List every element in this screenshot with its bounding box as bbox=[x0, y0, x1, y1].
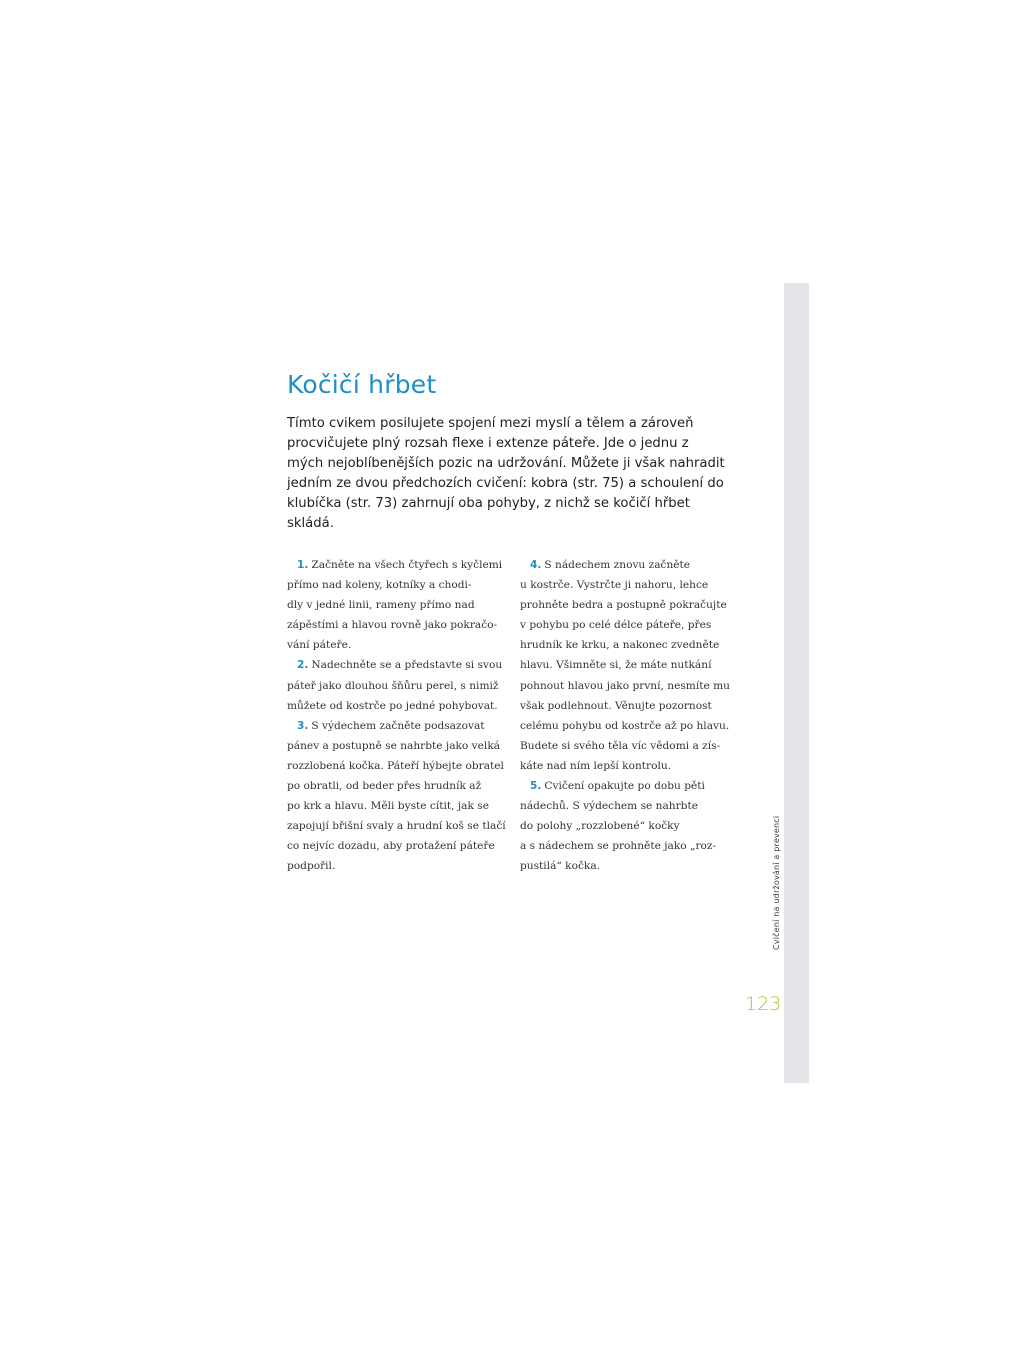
step-number: 4. bbox=[530, 559, 542, 571]
step-text: můžete od kostrče po jedné pohybovat. bbox=[287, 699, 498, 712]
step-line bbox=[520, 796, 745, 816]
page-title: Kočičí hřbet bbox=[287, 370, 437, 399]
step-text: pustilá“ kočka. bbox=[520, 860, 601, 873]
step-line bbox=[287, 676, 512, 696]
step-text: zápěstími a hlavou rovně jako pokračo- bbox=[287, 619, 498, 632]
step-line bbox=[287, 635, 512, 655]
step-line bbox=[287, 736, 512, 756]
step-text: po krk a hlavu. Měli byste cítit, jak se bbox=[287, 800, 489, 813]
intro-paragraph: Tímto cvikem posilujete spojení mezi myslí a tělem a zároveň procvičujete plný rozsah flexe i extenze páteře. Jde o jednu z mých nejoblíbenějších pozic na udržování. Můžete ji však nahradit jedním ze dvou předchozích cvičení: kobra (str. 75) a schoulení do klubíčka (str. 73) zahrnují oba pohyby, z nichž se kočičí hřbet skládá. bbox=[287, 416, 725, 531]
step-text: páteř jako dlouhou šňůru perel, s nimiž bbox=[287, 679, 499, 692]
step-line bbox=[520, 736, 745, 756]
step-line bbox=[287, 776, 512, 796]
step-text: po obratli, od beder přes hrudník až bbox=[287, 780, 482, 793]
step-line bbox=[520, 575, 745, 595]
step-number: 1. bbox=[297, 559, 309, 571]
step-line bbox=[520, 696, 745, 716]
step-line bbox=[520, 816, 745, 836]
step-line bbox=[287, 655, 512, 675]
step-line bbox=[520, 756, 745, 776]
step-line bbox=[287, 716, 512, 736]
step-line bbox=[520, 595, 745, 615]
step-text: Nadechněte se a představte si svou bbox=[311, 659, 503, 672]
step-number: 3. bbox=[297, 719, 309, 732]
step-text: pohnout hlavou jako první, nesmíte mu bbox=[520, 679, 730, 692]
step-line bbox=[287, 575, 512, 595]
step-text: u kostrče. Vystrčte ji nahoru, lehce bbox=[520, 579, 709, 592]
step-text: zapojují břišní svaly a hrudní koš se tlačí bbox=[287, 820, 506, 833]
step-1 bbox=[287, 555, 512, 655]
step-line bbox=[520, 676, 745, 696]
step-line bbox=[520, 635, 745, 655]
step-line bbox=[520, 716, 745, 736]
step-line bbox=[520, 555, 745, 575]
step-text: S nádechem znovu začněte bbox=[544, 559, 691, 571]
step-line bbox=[287, 595, 512, 615]
step-text: pánev a postupně se nahrbte jako velká bbox=[287, 739, 501, 752]
step-text: celému pohybu od kostrče až po hlavu. bbox=[520, 719, 730, 732]
steps-column-right bbox=[520, 555, 745, 877]
step-text: vání páteře. bbox=[287, 639, 352, 652]
step-text: přímo nad koleny, kotníky a chodi- bbox=[287, 579, 472, 592]
step-line bbox=[287, 856, 512, 876]
step-text: S výdechem začněte podsazovat bbox=[311, 719, 485, 732]
step-2 bbox=[287, 655, 512, 715]
step-text: Začněte na všech čtyřech s kyčlemi bbox=[311, 559, 503, 571]
step-line bbox=[287, 615, 512, 635]
step-number: 2. bbox=[297, 659, 309, 672]
step-text: rozzlobená kočka. Páteří hýbejte obratel bbox=[287, 759, 504, 772]
step-text: a s nádechem se prohněte jako „roz- bbox=[520, 840, 717, 853]
step-line bbox=[520, 615, 745, 635]
section-label: Cvičení na udržování a prevenci bbox=[772, 815, 781, 950]
step-text: Cvičení opakujte po dobu pěti bbox=[544, 780, 705, 793]
step-4 bbox=[520, 555, 745, 776]
step-line bbox=[287, 836, 512, 856]
step-text: podpořil. bbox=[287, 860, 336, 873]
step-line bbox=[287, 796, 512, 816]
steps-column-left bbox=[287, 555, 512, 877]
step-3 bbox=[287, 716, 512, 877]
step-text: hlavu. Všimněte si, že máte nutkání bbox=[520, 659, 712, 672]
step-text: nádechů. S výdechem se nahrbte bbox=[520, 800, 698, 813]
step-text: káte nad ním lepší kontrolu. bbox=[520, 759, 672, 772]
step-text: však podlehnout. Věnujte pozornost bbox=[520, 699, 712, 712]
step-text: prohněte bedra a postupně pokračujte bbox=[520, 599, 727, 612]
step-line bbox=[287, 555, 512, 575]
step-text: Budete si svého těla víc vědomi a zís- bbox=[520, 739, 721, 752]
step-line bbox=[520, 655, 745, 675]
step-line bbox=[287, 756, 512, 776]
step-text: hrudník ke krku, a nakonec zvedněte bbox=[520, 639, 720, 652]
step-text: co nejvíc dozadu, aby protažení páteře bbox=[287, 840, 495, 853]
step-line bbox=[287, 696, 512, 716]
step-text: dly v jedné linii, rameny přímo nad bbox=[287, 599, 475, 612]
step-number: 5. bbox=[530, 780, 542, 793]
page-number: 123 bbox=[745, 993, 782, 1015]
step-line bbox=[520, 856, 745, 876]
step-text: v pohybu po celé délce páteře, přes bbox=[520, 619, 712, 632]
step-text: do polohy „rozzlobené“ kočky bbox=[520, 820, 680, 833]
step-line bbox=[520, 776, 745, 796]
side-tab-bar bbox=[784, 283, 809, 1083]
step-5 bbox=[520, 776, 745, 876]
step-line bbox=[287, 816, 512, 836]
step-line bbox=[520, 836, 745, 856]
